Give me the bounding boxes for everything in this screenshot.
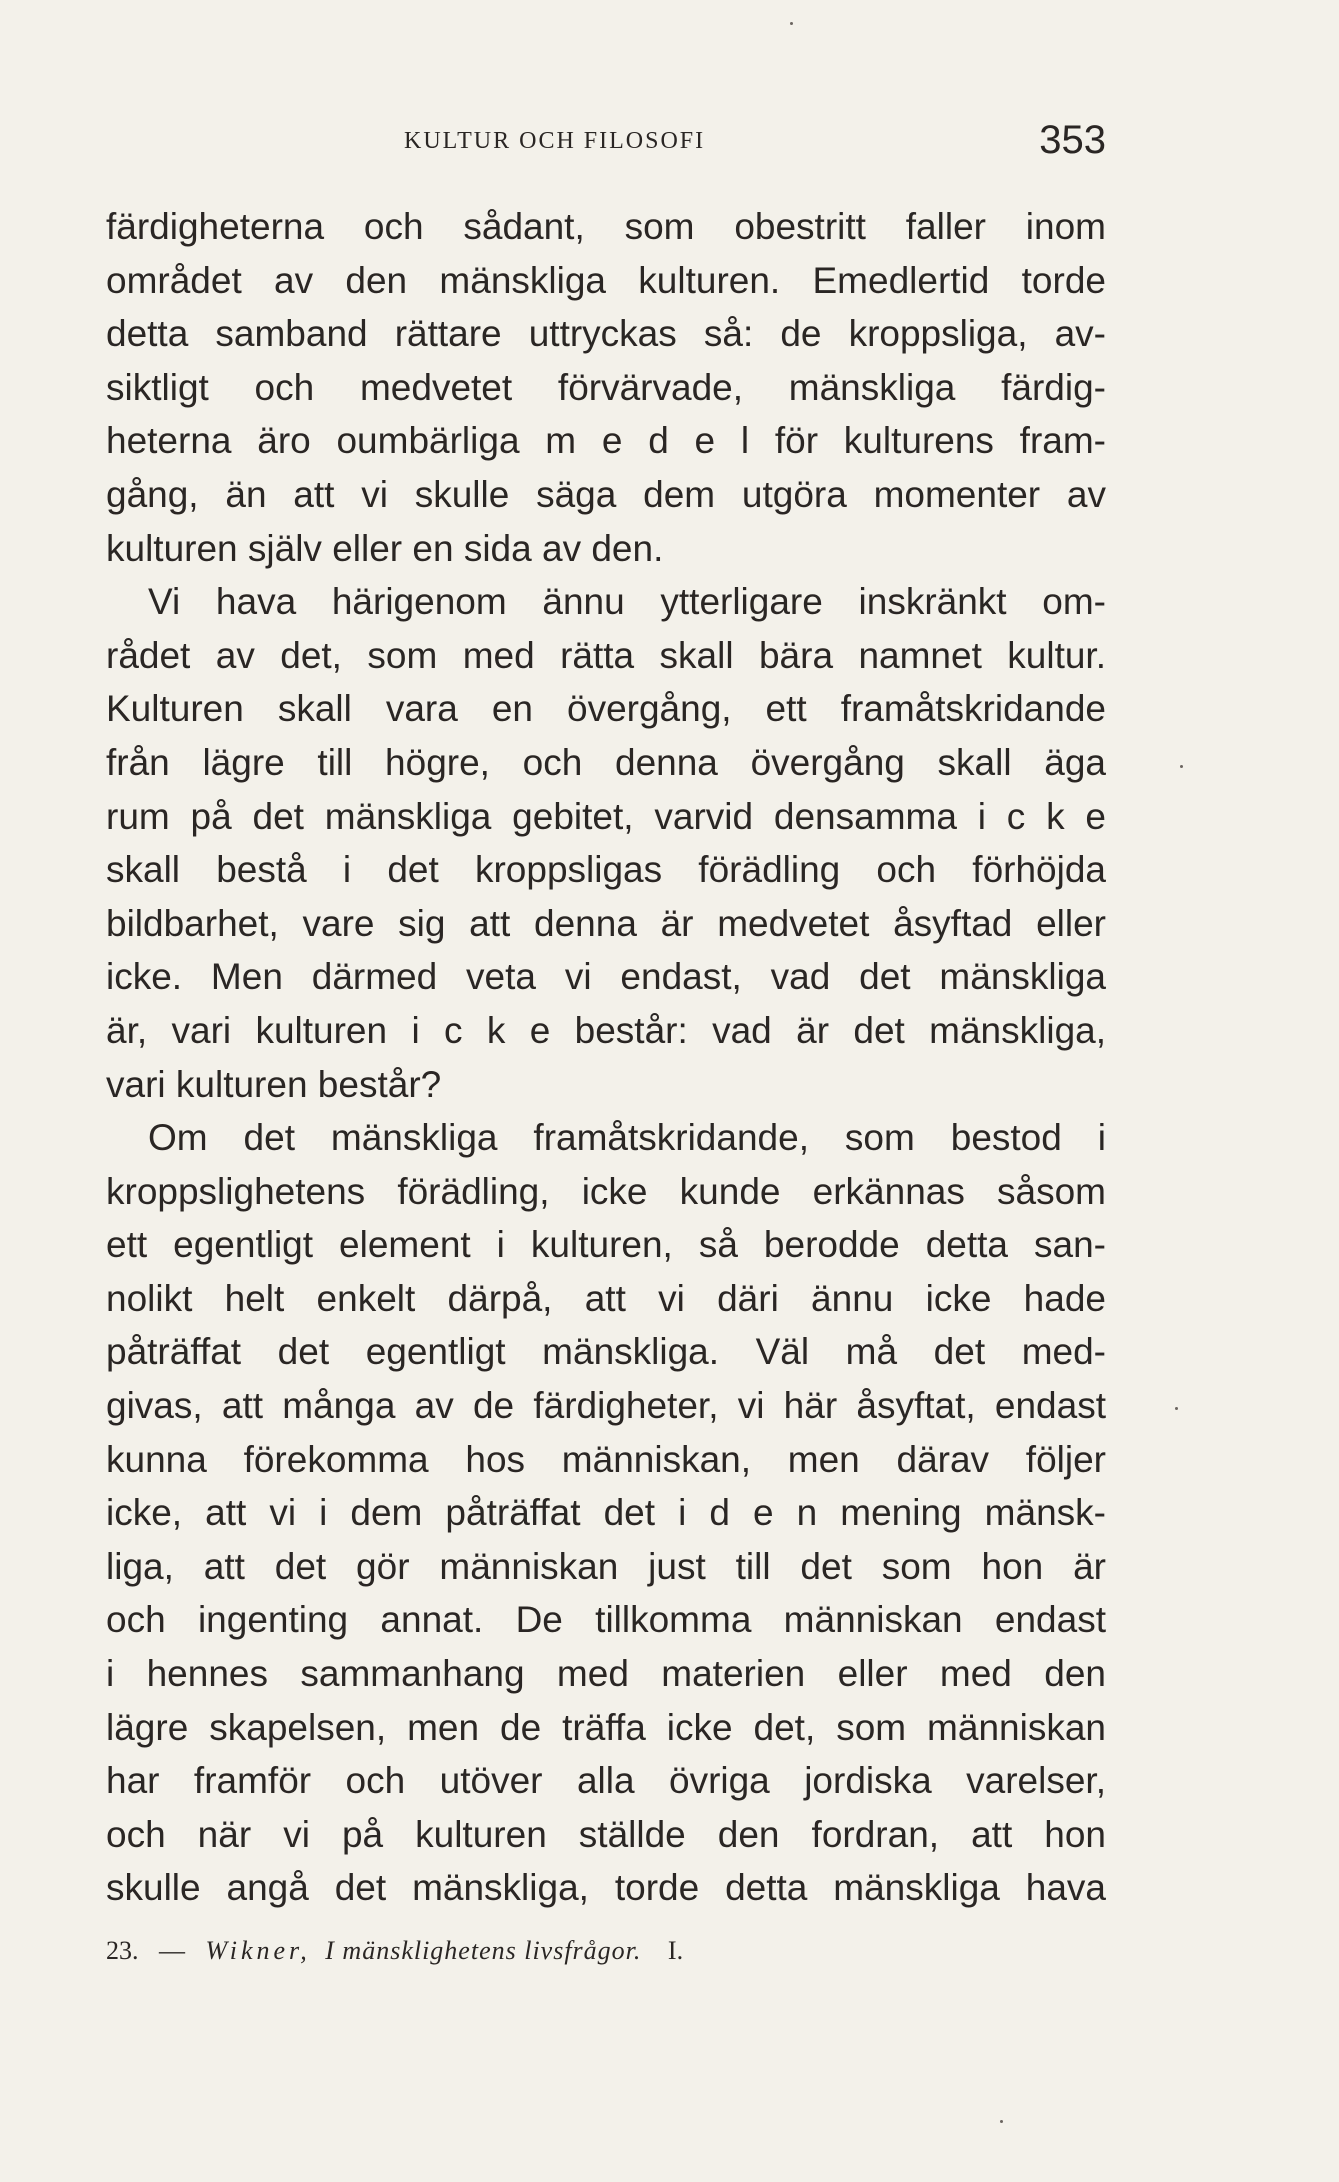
text-line: heterna äro oumbärliga m e d e l för kulturens fram- xyxy=(106,420,1106,462)
text-line: Vi hava härigenom ännu ytterligare inskränkt om- xyxy=(148,581,1106,623)
text-line: och när vi på kulturen ställde den fordran, att hon xyxy=(106,1813,1106,1855)
signature-dash: — xyxy=(159,1936,185,1965)
text-line: skall bestå i det kroppsligas förädling och förhöjda xyxy=(106,849,1106,891)
text-line: och ingenting annat. De tillkomma människan endast xyxy=(106,1599,1106,1641)
text-line: lägre skapelsen, men de träffa icke det, som människan xyxy=(106,1706,1106,1748)
paper-speck xyxy=(1175,1407,1178,1410)
page-header xyxy=(106,118,1106,168)
running-title: KULTUR OCH FILOSOFI xyxy=(404,128,706,154)
signature-title: I mänsklighetens livsfrågor. xyxy=(325,1936,642,1965)
text-line: rum på det mänskliga gebitet, varvid densamma i c k e xyxy=(106,795,1106,837)
text-line: icke, att vi i dem påträffat det i d e n mening mänsk- xyxy=(106,1492,1106,1534)
text-line: rådet av det, som med rätta skall bära namnet kultur. xyxy=(106,634,1106,676)
text-line: vari kulturen består? xyxy=(106,1063,442,1105)
text-line: i hennes sammanhang med materien eller med den xyxy=(106,1653,1106,1695)
signature-volume: I. xyxy=(667,1936,684,1965)
text-line: liga, att det gör människan just till det som hon är xyxy=(106,1545,1106,1587)
text-line: från lägre till högre, och denna övergång skall äga xyxy=(106,741,1106,783)
text-line: påträffat det egentligt mänskliga. Väl må det med- xyxy=(106,1331,1106,1373)
text-line: givas, att många av de färdigheter, vi här åsyftat, endast xyxy=(106,1385,1106,1427)
text-line: är, vari kulturen i c k e består: vad är det mänskliga, xyxy=(106,1009,1106,1051)
text-line: kroppslighetens förädling, icke kunde erkännas såsom xyxy=(106,1170,1106,1212)
paper-speck xyxy=(1180,765,1183,768)
text-line: detta samband rättare uttryckas så: de kroppsliga, av- xyxy=(106,313,1106,355)
text-line: siktligt och medvetet förvärvade, mänskliga färdig- xyxy=(106,366,1106,408)
page-number: 353 xyxy=(1039,118,1106,162)
signature-footer xyxy=(106,1936,1106,1976)
paper-speck xyxy=(1000,2120,1003,2123)
text-line: skulle angå det mänskliga, torde detta mänskliga hava xyxy=(106,1867,1106,1909)
paper-speck xyxy=(790,22,793,25)
text-line: ett egentligt element i kulturen, så berodde detta san- xyxy=(106,1224,1106,1266)
text-line: nolikt helt enkelt därpå, att vi däri ännu icke hade xyxy=(106,1277,1106,1319)
text-line: Om det mänskliga framåtskridande, som bestod i xyxy=(148,1117,1106,1159)
text-line: området av den mänskliga kulturen. Emedlertid torde xyxy=(106,259,1106,301)
text-line: icke. Men därmed veta vi endast, vad det mänskliga xyxy=(106,956,1106,998)
text-line: Kulturen skall vara en övergång, ett framåtskridande xyxy=(106,688,1106,730)
text-line: har framför och utöver alla övriga jordiska varelser, xyxy=(106,1760,1106,1802)
signature-number: 23. xyxy=(106,1936,139,1965)
signature-author: Wikner, xyxy=(205,1936,311,1965)
text-line: gång, än att vi skulle säga dem utgöra momenter av xyxy=(106,473,1106,515)
text-line: bildbarhet, vare sig att denna är medvetet åsyftad eller xyxy=(106,902,1106,944)
text-line: kunna förekomma hos människan, men därav följer xyxy=(106,1438,1106,1480)
text-line: färdigheterna och sådant, som obestritt faller inom xyxy=(106,206,1106,247)
body-text xyxy=(106,200,1106,1915)
text-line: kulturen själv eller en sida av den. xyxy=(106,527,664,569)
